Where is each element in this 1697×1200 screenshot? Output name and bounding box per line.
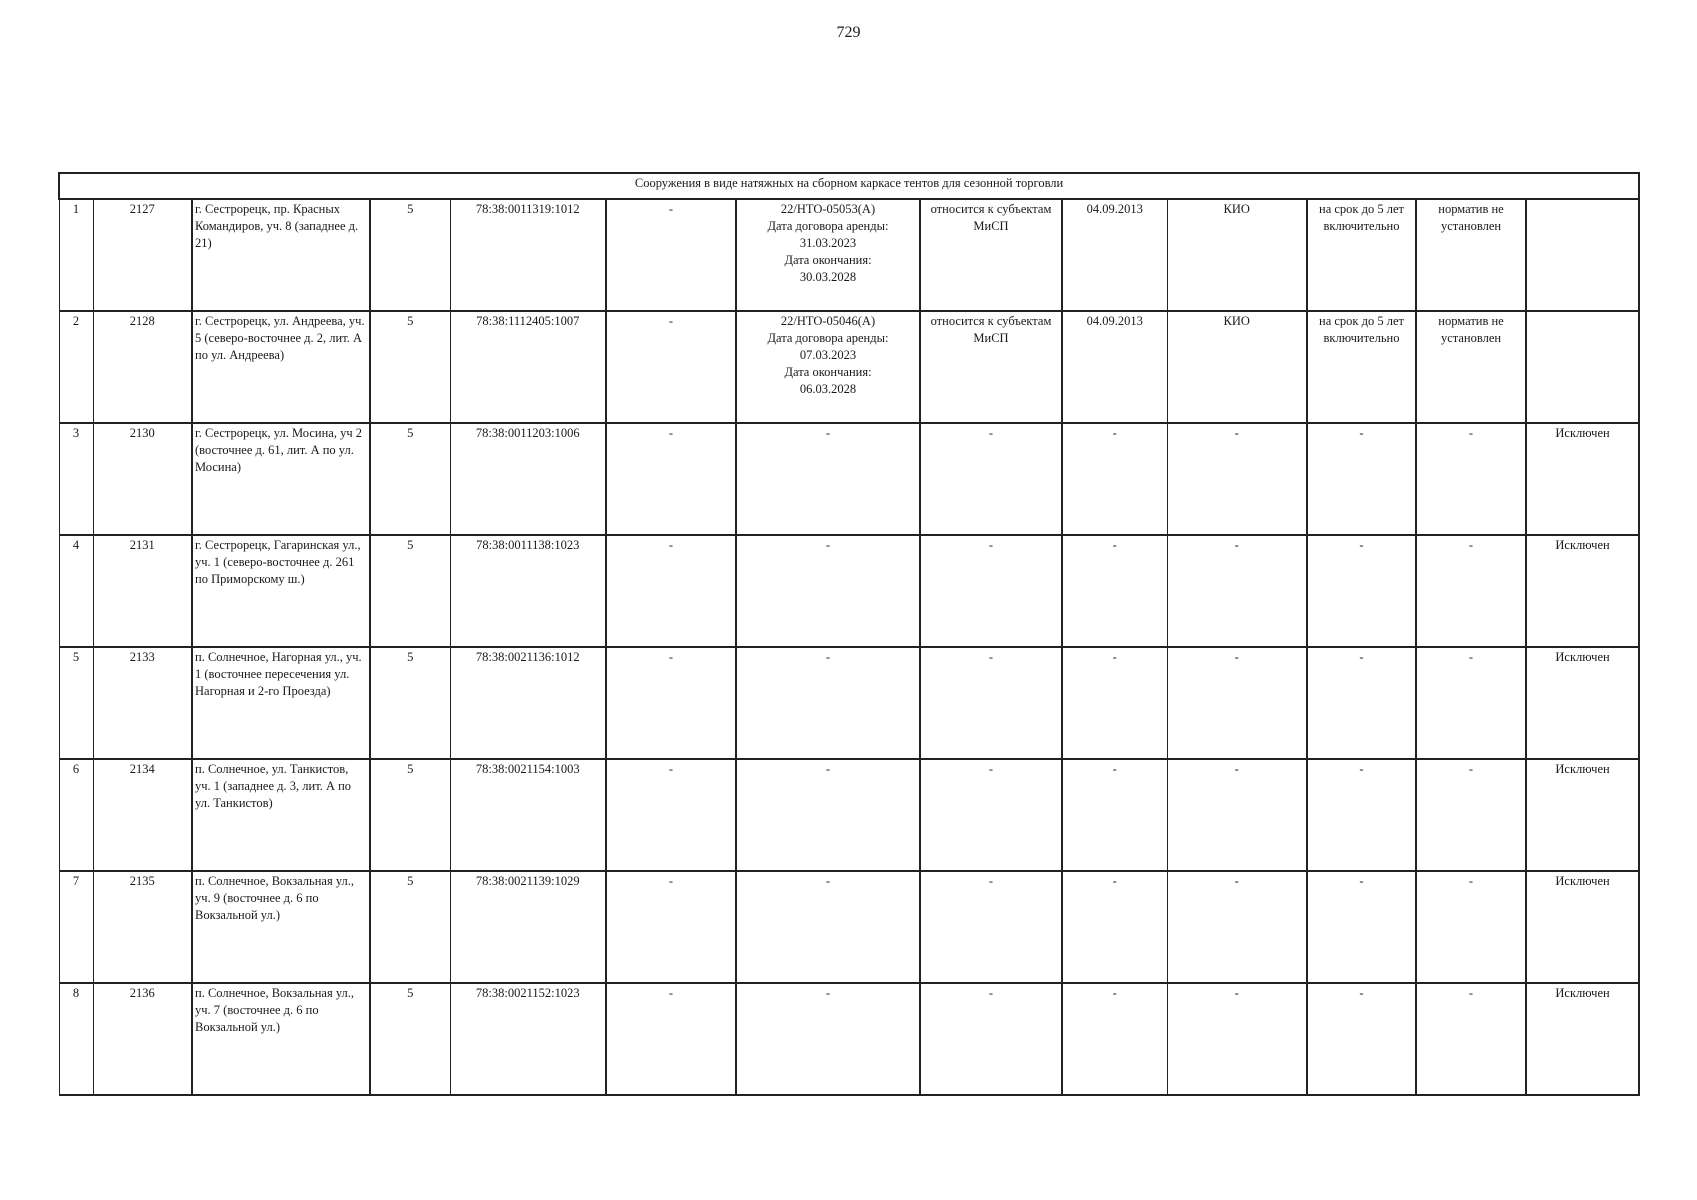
date-cell: - [1062, 871, 1167, 983]
column-6-cell: - [606, 983, 736, 1095]
column-6-cell: - [606, 871, 736, 983]
cadastre-number-cell: 78:38:0021139:1029 [450, 871, 606, 983]
address-cell: г. Сестрорецк, Гагаринская ул., уч. 1 (северо-восточнее д. 261 по Приморскому ш.) [192, 535, 370, 647]
page-number: 729 [836, 24, 861, 41]
cadastre-number-cell: 78:38:0021136:1012 [450, 647, 606, 759]
status-cell: Исключен [1526, 647, 1639, 759]
organization-cell: - [1167, 759, 1307, 871]
status-cell: Исключен [1526, 759, 1639, 871]
contract-cell [736, 423, 920, 535]
type-cell: 5 [370, 759, 450, 871]
smsp-category-cell: - [920, 759, 1062, 871]
table-row [59, 311, 1639, 423]
contract-cell [736, 983, 920, 1095]
row-number-cell: 5 [59, 647, 93, 759]
contract-line: - [825, 986, 831, 1000]
column-6-cell: - [606, 311, 736, 423]
term-cell: на срок до 5 лет включительно [1307, 199, 1416, 311]
contract-cell [736, 535, 920, 647]
object-id-cell: 2134 [93, 759, 192, 871]
norm-cell: норматив не установлен [1416, 199, 1526, 311]
row-number-cell: 4 [59, 535, 93, 647]
term-cell: - [1307, 535, 1416, 647]
object-id-cell: 2133 [93, 647, 192, 759]
column-6-cell: - [606, 535, 736, 647]
type-cell: 5 [370, 535, 450, 647]
cadastre-number-cell: 78:38:0021152:1023 [450, 983, 606, 1095]
contract-cell [736, 871, 920, 983]
section-header-row [59, 173, 1639, 199]
date-cell: - [1062, 535, 1167, 647]
object-id-cell: 2136 [93, 983, 192, 1095]
object-id-cell: 2130 [93, 423, 192, 535]
address-cell: п. Солнечное, Вокзальная ул., уч. 7 (восточнее д. 6 по Вокзальной ул.) [192, 983, 370, 1095]
contract-line: Дата окончания: [784, 253, 872, 267]
contract-cell [736, 759, 920, 871]
organization-cell: - [1167, 647, 1307, 759]
contract-line: 22/НТО-05046(А) [780, 314, 876, 328]
address-cell: г. Сестрорецк, ул. Андреева, уч. 5 (северо-восточнее д. 2, лит. А по ул. Андреева) [192, 311, 370, 423]
object-id-cell: 2127 [93, 199, 192, 311]
contract-line: 22/НТО-05053(А) [780, 202, 876, 216]
status-cell [1526, 311, 1639, 423]
contract-cell [736, 647, 920, 759]
norm-cell: - [1416, 535, 1526, 647]
date-cell: 04.09.2013 [1062, 199, 1167, 311]
smsp-category-cell: относится к субъектам МиСП [920, 199, 1062, 311]
cadastre-number-cell: 78:38:0021154:1003 [450, 759, 606, 871]
row-number-cell: 1 [59, 199, 93, 311]
organization-cell: КИО [1167, 199, 1307, 311]
registry-table [58, 172, 1640, 1096]
term-cell: - [1307, 423, 1416, 535]
norm-cell: - [1416, 759, 1526, 871]
organization-cell: КИО [1167, 311, 1307, 423]
type-cell: 5 [370, 871, 450, 983]
norm-cell: - [1416, 423, 1526, 535]
organization-cell: - [1167, 535, 1307, 647]
norm-cell: - [1416, 871, 1526, 983]
contract-line: - [825, 874, 831, 888]
term-cell: - [1307, 647, 1416, 759]
status-cell [1526, 199, 1639, 311]
date-cell: 04.09.2013 [1062, 311, 1167, 423]
contract-line: Дата окончания: [784, 365, 872, 379]
date-cell: - [1062, 647, 1167, 759]
row-number-cell: 6 [59, 759, 93, 871]
address-cell: г. Сестрорецк, пр. Красных Командиров, уч. 8 (западнее д. 21) [192, 199, 370, 311]
contract-line: - [825, 538, 831, 552]
date-cell: - [1062, 983, 1167, 1095]
status-cell: Исключен [1526, 423, 1639, 535]
type-cell: 5 [370, 199, 450, 311]
organization-cell: - [1167, 983, 1307, 1095]
smsp-category-cell: - [920, 535, 1062, 647]
date-cell: - [1062, 759, 1167, 871]
smsp-category-cell: - [920, 647, 1062, 759]
cadastre-number-cell: 78:38:0011138:1023 [450, 535, 606, 647]
norm-cell: - [1416, 647, 1526, 759]
column-6-cell: - [606, 423, 736, 535]
table-row [59, 535, 1639, 647]
table-row [59, 647, 1639, 759]
address-cell: п. Солнечное, Вокзальная ул., уч. 9 (восточнее д. 6 по Вокзальной ул.) [192, 871, 370, 983]
smsp-category-cell: относится к субъектам МиСП [920, 311, 1062, 423]
address-cell: г. Сестрорецк, ул. Мосина, уч 2 (восточнее д. 61, лит. А по ул. Мосина) [192, 423, 370, 535]
contract-line: - [825, 762, 831, 776]
term-cell: на срок до 5 лет включительно [1307, 311, 1416, 423]
type-cell: 5 [370, 423, 450, 535]
status-cell: Исключен [1526, 535, 1639, 647]
norm-cell: - [1416, 983, 1526, 1095]
smsp-category-cell: - [920, 983, 1062, 1095]
row-number-cell: 8 [59, 983, 93, 1095]
object-id-cell: 2128 [93, 311, 192, 423]
contract-line: 31.03.2023 [799, 236, 857, 250]
table-row [59, 871, 1639, 983]
organization-cell: - [1167, 871, 1307, 983]
norm-cell: норматив не установлен [1416, 311, 1526, 423]
term-cell: - [1307, 871, 1416, 983]
status-cell: Исключен [1526, 983, 1639, 1095]
organization-cell: - [1167, 423, 1307, 535]
object-id-cell: 2135 [93, 871, 192, 983]
contract-line: - [825, 426, 831, 440]
contract-line: Дата договора аренды: [767, 219, 889, 233]
table-row [59, 759, 1639, 871]
column-6-cell: - [606, 199, 736, 311]
contract-line: 30.03.2028 [799, 270, 857, 284]
term-cell: - [1307, 759, 1416, 871]
address-cell: п. Солнечное, ул. Танкистов, уч. 1 (западнее д. 3, лит. А по ул. Танкистов) [192, 759, 370, 871]
date-cell: - [1062, 423, 1167, 535]
row-number-cell: 3 [59, 423, 93, 535]
column-6-cell: - [606, 759, 736, 871]
term-cell: - [1307, 983, 1416, 1095]
type-cell: 5 [370, 647, 450, 759]
table-row [59, 199, 1639, 311]
contract-line: 06.03.2028 [799, 382, 857, 396]
section-title: Сооружения в виде натяжных на сборном каркасе тентов для сезонной торговли [59, 173, 1639, 199]
table-row [59, 423, 1639, 535]
type-cell: 5 [370, 983, 450, 1095]
type-cell: 5 [370, 311, 450, 423]
status-cell: Исключен [1526, 871, 1639, 983]
contract-line: Дата договора аренды: [767, 331, 889, 345]
column-6-cell: - [606, 647, 736, 759]
object-id-cell: 2131 [93, 535, 192, 647]
cadastre-number-cell: 78:38:0011203:1006 [450, 423, 606, 535]
table-row [59, 983, 1639, 1095]
smsp-category-cell: - [920, 871, 1062, 983]
address-cell: п. Солнечное, Нагорная ул., уч. 1 (восточнее пересечения ул. Нагорная и 2-го Проезда) [192, 647, 370, 759]
cadastre-number-cell: 78:38:0011319:1012 [450, 199, 606, 311]
cadastre-number-cell: 78:38:1112405:1007 [450, 311, 606, 423]
contract-cell [736, 311, 920, 423]
row-number-cell: 2 [59, 311, 93, 423]
contract-line: - [825, 650, 831, 664]
smsp-category-cell: - [920, 423, 1062, 535]
row-number-cell: 7 [59, 871, 93, 983]
contract-cell [736, 199, 920, 311]
contract-line: 07.03.2023 [799, 348, 857, 362]
